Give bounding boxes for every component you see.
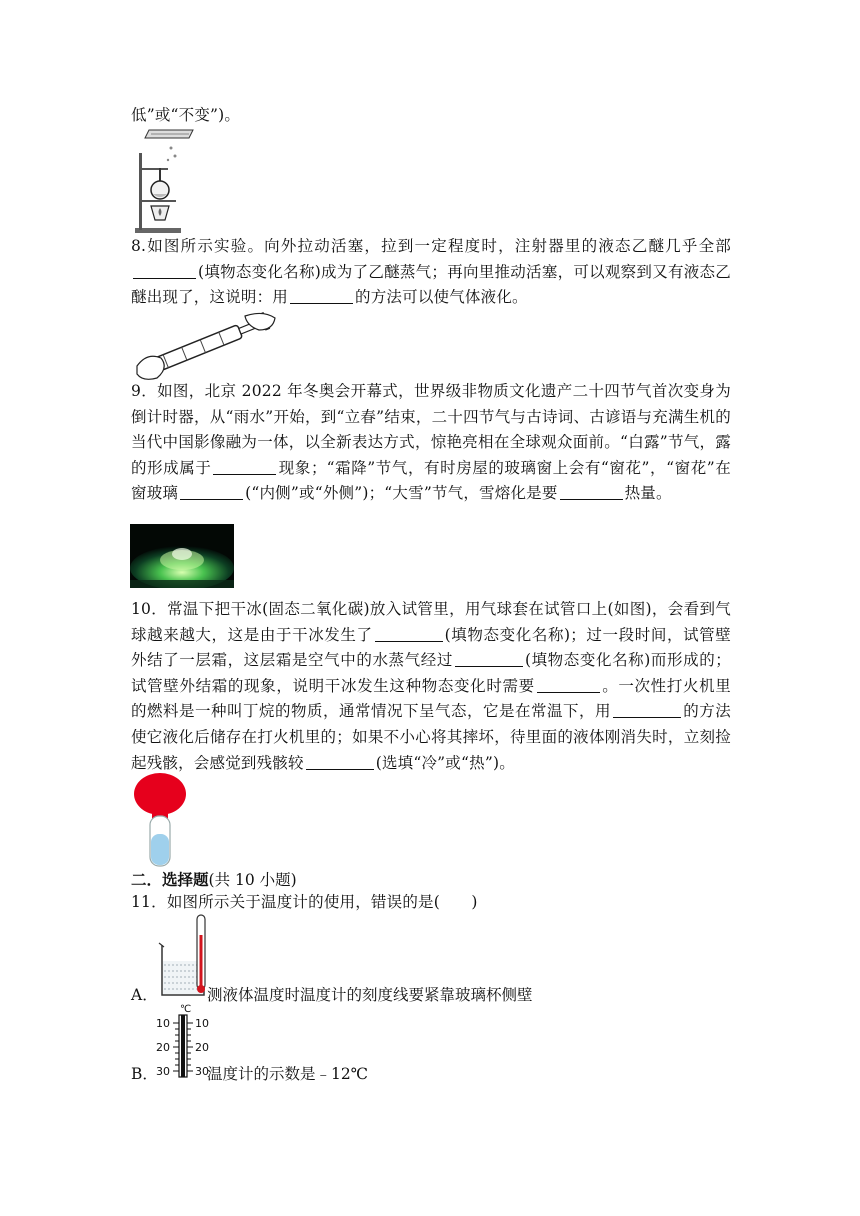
thermometer-scale-figure	[155, 1003, 211, 1079]
question-8: 8.如图所示实验。向外拉动活塞，拉到一定程度时，注射器里的液态乙醚几乎全部(填物态变化名称)成为了乙醚蒸气；再向里推动活塞，可以观察到又有液态乙醚出现了，这说明：用 的方法可以使气体液化。	[131, 237, 731, 307]
answer-blank[interactable]	[306, 752, 374, 770]
answer-blank[interactable]	[537, 675, 600, 693]
scale-left-tick: 20	[156, 1041, 170, 1054]
option-b-label[interactable]: B．	[131, 1065, 158, 1083]
answer-blank[interactable]	[133, 261, 196, 279]
syringe-figure	[133, 308, 279, 384]
answer-blank[interactable]	[213, 457, 276, 475]
section-2-header: 二．选择题(共 10 小题)	[131, 870, 297, 889]
question-11-stem: 11．如图所示关于温度计的使用，错误的是( )	[131, 893, 478, 911]
scale-right-tick: 30	[195, 1065, 209, 1078]
olympic-ceremony-photo	[130, 524, 234, 588]
answer-blank[interactable]	[613, 700, 681, 718]
answer-blank[interactable]	[290, 286, 353, 304]
answer-blank[interactable]	[455, 649, 523, 667]
beaker-thermometer-figure	[158, 913, 210, 999]
option-a-text: 测液体温度时温度计的刻度线要紧靠玻璃杯侧壁	[207, 986, 533, 1004]
scale-unit: ℃	[180, 1004, 192, 1015]
option-a-label[interactable]: A．	[131, 986, 158, 1004]
answer-blank[interactable]	[180, 482, 243, 500]
answer-blank[interactable]	[560, 482, 623, 500]
scale-left-tick: 30	[156, 1065, 170, 1078]
distillation-apparatus-figure	[133, 128, 195, 236]
scale-left-tick: 10	[156, 1017, 170, 1030]
scale-right-tick: 10	[195, 1017, 209, 1030]
question-9: 9．如图，北京 2022 年冬奥会开幕式，世界级非物质文化遗产二十四节气首次变身为倒计时器，从“雨水”开始，到“立春”结束，二十四节气与古诗词、古谚语与充满生机的当代中国影像融为一体，以全新表达方式，惊艳亮相在全球观众面前。“白露”节气，露的形成属于 现象；“霜降”节气，有时房屋的玻璃窗上会有“窗花”，“窗花”在窗玻璃 (“内侧”或“外侧”)；“大雪”节气，雪熔化是要 热量。	[131, 382, 731, 503]
question-10: 10．常温下把干冰(固态二氧化碳)放入试管里，用气球套在试管口上(如图)，会看到气球越来越大，这是由于干冰发生了 (填物态变化名称)；过一段时间，试管壁外结了一层霜，这层霜是空气中的水蒸气经过 (填物态变化名称)而形成的；试管壁外结霜的现象，说明干冰发生这种物态变化时需要 。一次性打火机里的燃料是一种叫丁烷的物质，通常情况下呈气态，它是在常温下，用 的方法使它液化后储存在打火机里的；如果不小心将其摔坏，待里面的液体刚消失时，立刻捡起残骸，会感觉到残骸较 (选填“冷”或“热”)。	[131, 600, 731, 772]
option-b-text: 温度计的示数是﹣12℃	[207, 1065, 369, 1083]
top-fragment: 低”或“不变”)。	[131, 106, 241, 124]
scale-right-tick: 20	[195, 1041, 209, 1054]
answer-blank[interactable]	[375, 624, 443, 642]
balloon-test-tube-figure	[131, 772, 191, 868]
